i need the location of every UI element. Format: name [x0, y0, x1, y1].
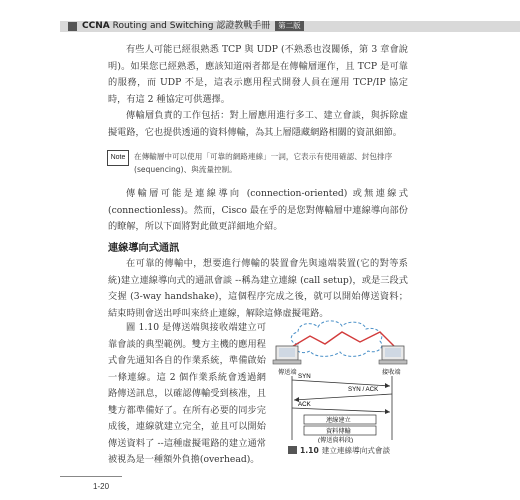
paragraph-tcp-udp: 有些人可能已經很熟悉 TCP 與 UDP (不熟悉也沒關係，第 3 章會說明)。如果您已經熟悉，應該知道兩者都是在傳輸層運作，且 TCP 是可靠的服務，而 UDP 不是，這表示應用程式開發人員在運用 TCP/IP 協定時，有這 2 種協定可供選擇。 [108, 44, 408, 105]
note-text: 在傳輸層中可以使用「可靠的網路連線」一詞，它表示有使用確認、封包排序 (sequencing)、與流量控制。 [134, 152, 393, 174]
ack-label: ACK [298, 401, 311, 408]
page-number: 1-20 [93, 482, 110, 491]
footer-rule [60, 476, 122, 477]
figure-marker-icon [288, 446, 297, 454]
paragraph-reliable-transmission: 在可靠的傳輸中，想要進行傳輸的裝置會先與遠端裝置(它的對等系統)建立連線導向式的通訊會談 --稱為建立連線 (call setup)，或是三段式交握 (3-way handshake)，這個程序完成之後，就可以開始傳送資料；結束時則會送出呼叫來終止連線，解除這條虛擬電路。 [108, 258, 408, 319]
connection-setup-figure [270, 318, 415, 443]
connection-established-box: 連線建立 [326, 417, 351, 424]
figure-number: 1.10 [300, 446, 319, 455]
note-icon: Note [107, 150, 129, 166]
figure-caption [288, 445, 390, 456]
header-ccna: CCNA [82, 21, 110, 31]
sender-computer-icon [273, 346, 301, 364]
syn-ack-label: SYN / ACK [348, 386, 379, 393]
network-link-line [290, 332, 394, 348]
section-heading: 連線導向式通訊 [108, 243, 180, 254]
page-header [82, 20, 304, 32]
sender-label: 傳送端 [278, 369, 297, 376]
paragraph-figure-description: 圖 1.10 是傳送端與接收端建立可靠會談的典型範例。雙方主機的應用程式會先通知各自的作業系統，準備啟始一條連線。這 2 個作業系統會透過網路傳送訊息，以確認傳輸受到核准，且雙方都準備好了。在所有必要的同步完成後，連線就建立完全，並且可以開始傳送資料了 --這種虛擬電路的建立通常被視為是一種額外負擔(overhead)。 [108, 322, 266, 465]
handshake-diagram [270, 318, 415, 443]
data-transfer-box: 資料傳輸 [326, 428, 351, 435]
header-title-text: Routing and Switching 認證教戰手冊 [112, 21, 271, 31]
paragraph-transport-duties: 傳輸層負責的工作包括：對上層應用進行多工、建立會談，與拆除虛擬電路，它也提供透通的資料傳輸，為其上層隱藏網路相關的資訊細節。 [108, 110, 408, 138]
receiver-computer-icon [379, 346, 407, 364]
send-segments-label: (傳送資料段) [318, 437, 354, 443]
header-edition-badge: 第二版 [275, 21, 304, 31]
figure-caption-text: 建立連線導向式會談 [321, 446, 391, 455]
paragraph-connection-types: 傳輸層可能是連線導向 (connection-oriented) 或無連線式 (connectionless)。然而，Cisco 最在乎的是您對傳輸層中連線導向部份的瞭解，所以下面將對此做更詳細地介紹。 [108, 188, 408, 232]
syn-label: SYN [298, 373, 311, 380]
header-square-icon [68, 22, 77, 31]
receiver-label: 接收端 [382, 369, 401, 376]
